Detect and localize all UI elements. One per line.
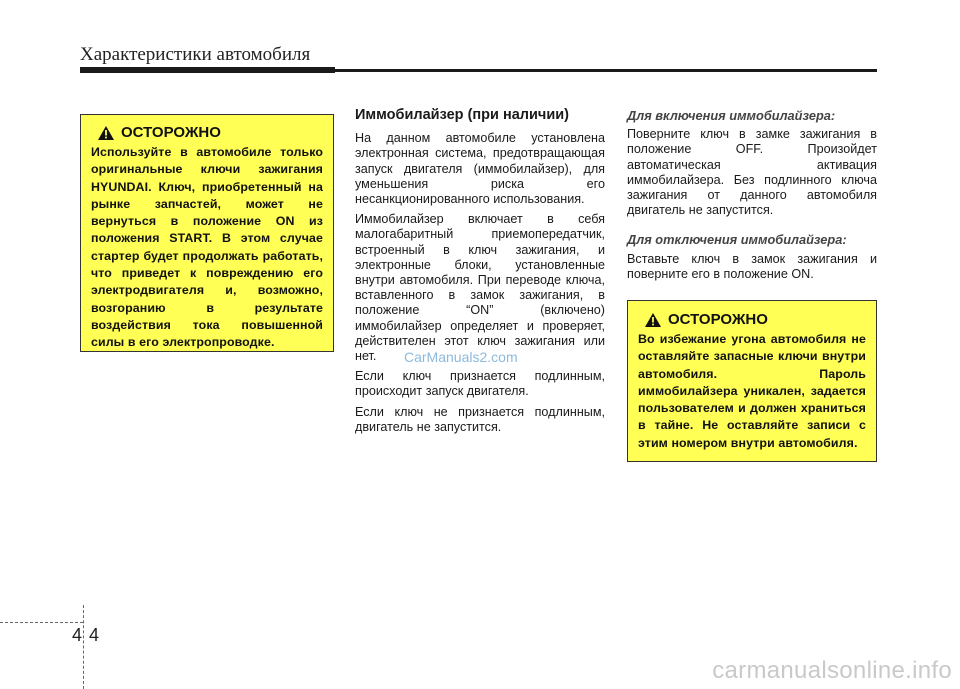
warning-triangle-icon [97, 125, 115, 141]
header-rule [80, 69, 877, 72]
warning-text-right: Во избежание угона автомобиля не оставляйте запасные ключи внутри автомобиля. Пароль иммобилайзера уникален, задается пользователем и должен храниться в тайне. Не оставляйте записи с этим номером внутри автомобиля. [638, 332, 866, 450]
watermark: CarManuals2.com [404, 349, 518, 365]
immobilizer-section [355, 108, 605, 440]
immobilizer-paragraph: На данном автомобиле установлена электронная система, предотвращающая запуск двигателя (иммобилайзер), для уменьшения риска его несанкционированного использования. [355, 131, 605, 207]
footer-watermark-link[interactable]: carmanualsonline.info [712, 657, 952, 684]
page-corner-dashed-line-vertical [83, 605, 84, 689]
immobilizer-paragraph: Если ключ не признается подлинным, двигатель не запустится. [355, 404, 605, 434]
warning-title-row-left [91, 124, 323, 141]
warning-title-row-right [638, 311, 866, 328]
warning-text-left: Используйте в автомобиле только оригинальные ключи зажигания HYUNDAI. Ключ, приобретенный на рынке запчастей, может не вернуться в положение ON из положения START. В этом случае стартер будет продолжать работать, что приведет к повреждению его электродвигателя и, возможно, возгоранию в результате воздействия тока повышенной силы в его электропроводке. [91, 145, 323, 350]
page-header-title: Характеристики автомобиля [80, 44, 311, 65]
immobilizer-paragraph: Иммобилайзер включает в себя малогабаритный приемопередатчик, встроенный в ключ зажигания, и электронные блоки, установленные внутри автомобиля. При переводе ключа, вставленного в замок зажигания, в положение “ON” (включено) иммобилайзер определяет и проверяет, действителен этот ключ зажигания или нет. [355, 212, 605, 364]
warning-title-left: ОСТОРОЖНО [121, 124, 221, 141]
warning-title-right: ОСТОРОЖНО [668, 311, 768, 328]
warning-box-right [627, 300, 877, 462]
deactivate-heading: Для отключения иммобилайзера: [627, 232, 847, 248]
immobilizer-heading: Иммобилайзер (при наличии) [355, 107, 569, 123]
deactivate-text: Вставьте ключ в замок зажигания и поверните его в положение ON. [627, 251, 877, 281]
warning-triangle-icon [644, 312, 662, 328]
immobilizer-paragraph: Если ключ признается подлинным, происходит запуск двигателя. [355, 369, 605, 399]
section-number: 4 [72, 625, 83, 645]
activate-text: Поверните ключ в замке зажигания в положение OFF. Произойдет автоматическая активация иммобилайзера. Без подлинного ключа зажигания от данного автомобиля двигатель не запустится. [627, 127, 877, 218]
activation-section [627, 108, 877, 287]
warning-box-left [80, 114, 334, 352]
activate-heading: Для включения иммобилайзера: [627, 108, 836, 123]
page-number: 4 [89, 625, 100, 645]
page-corner-dashed-line [0, 622, 83, 623]
